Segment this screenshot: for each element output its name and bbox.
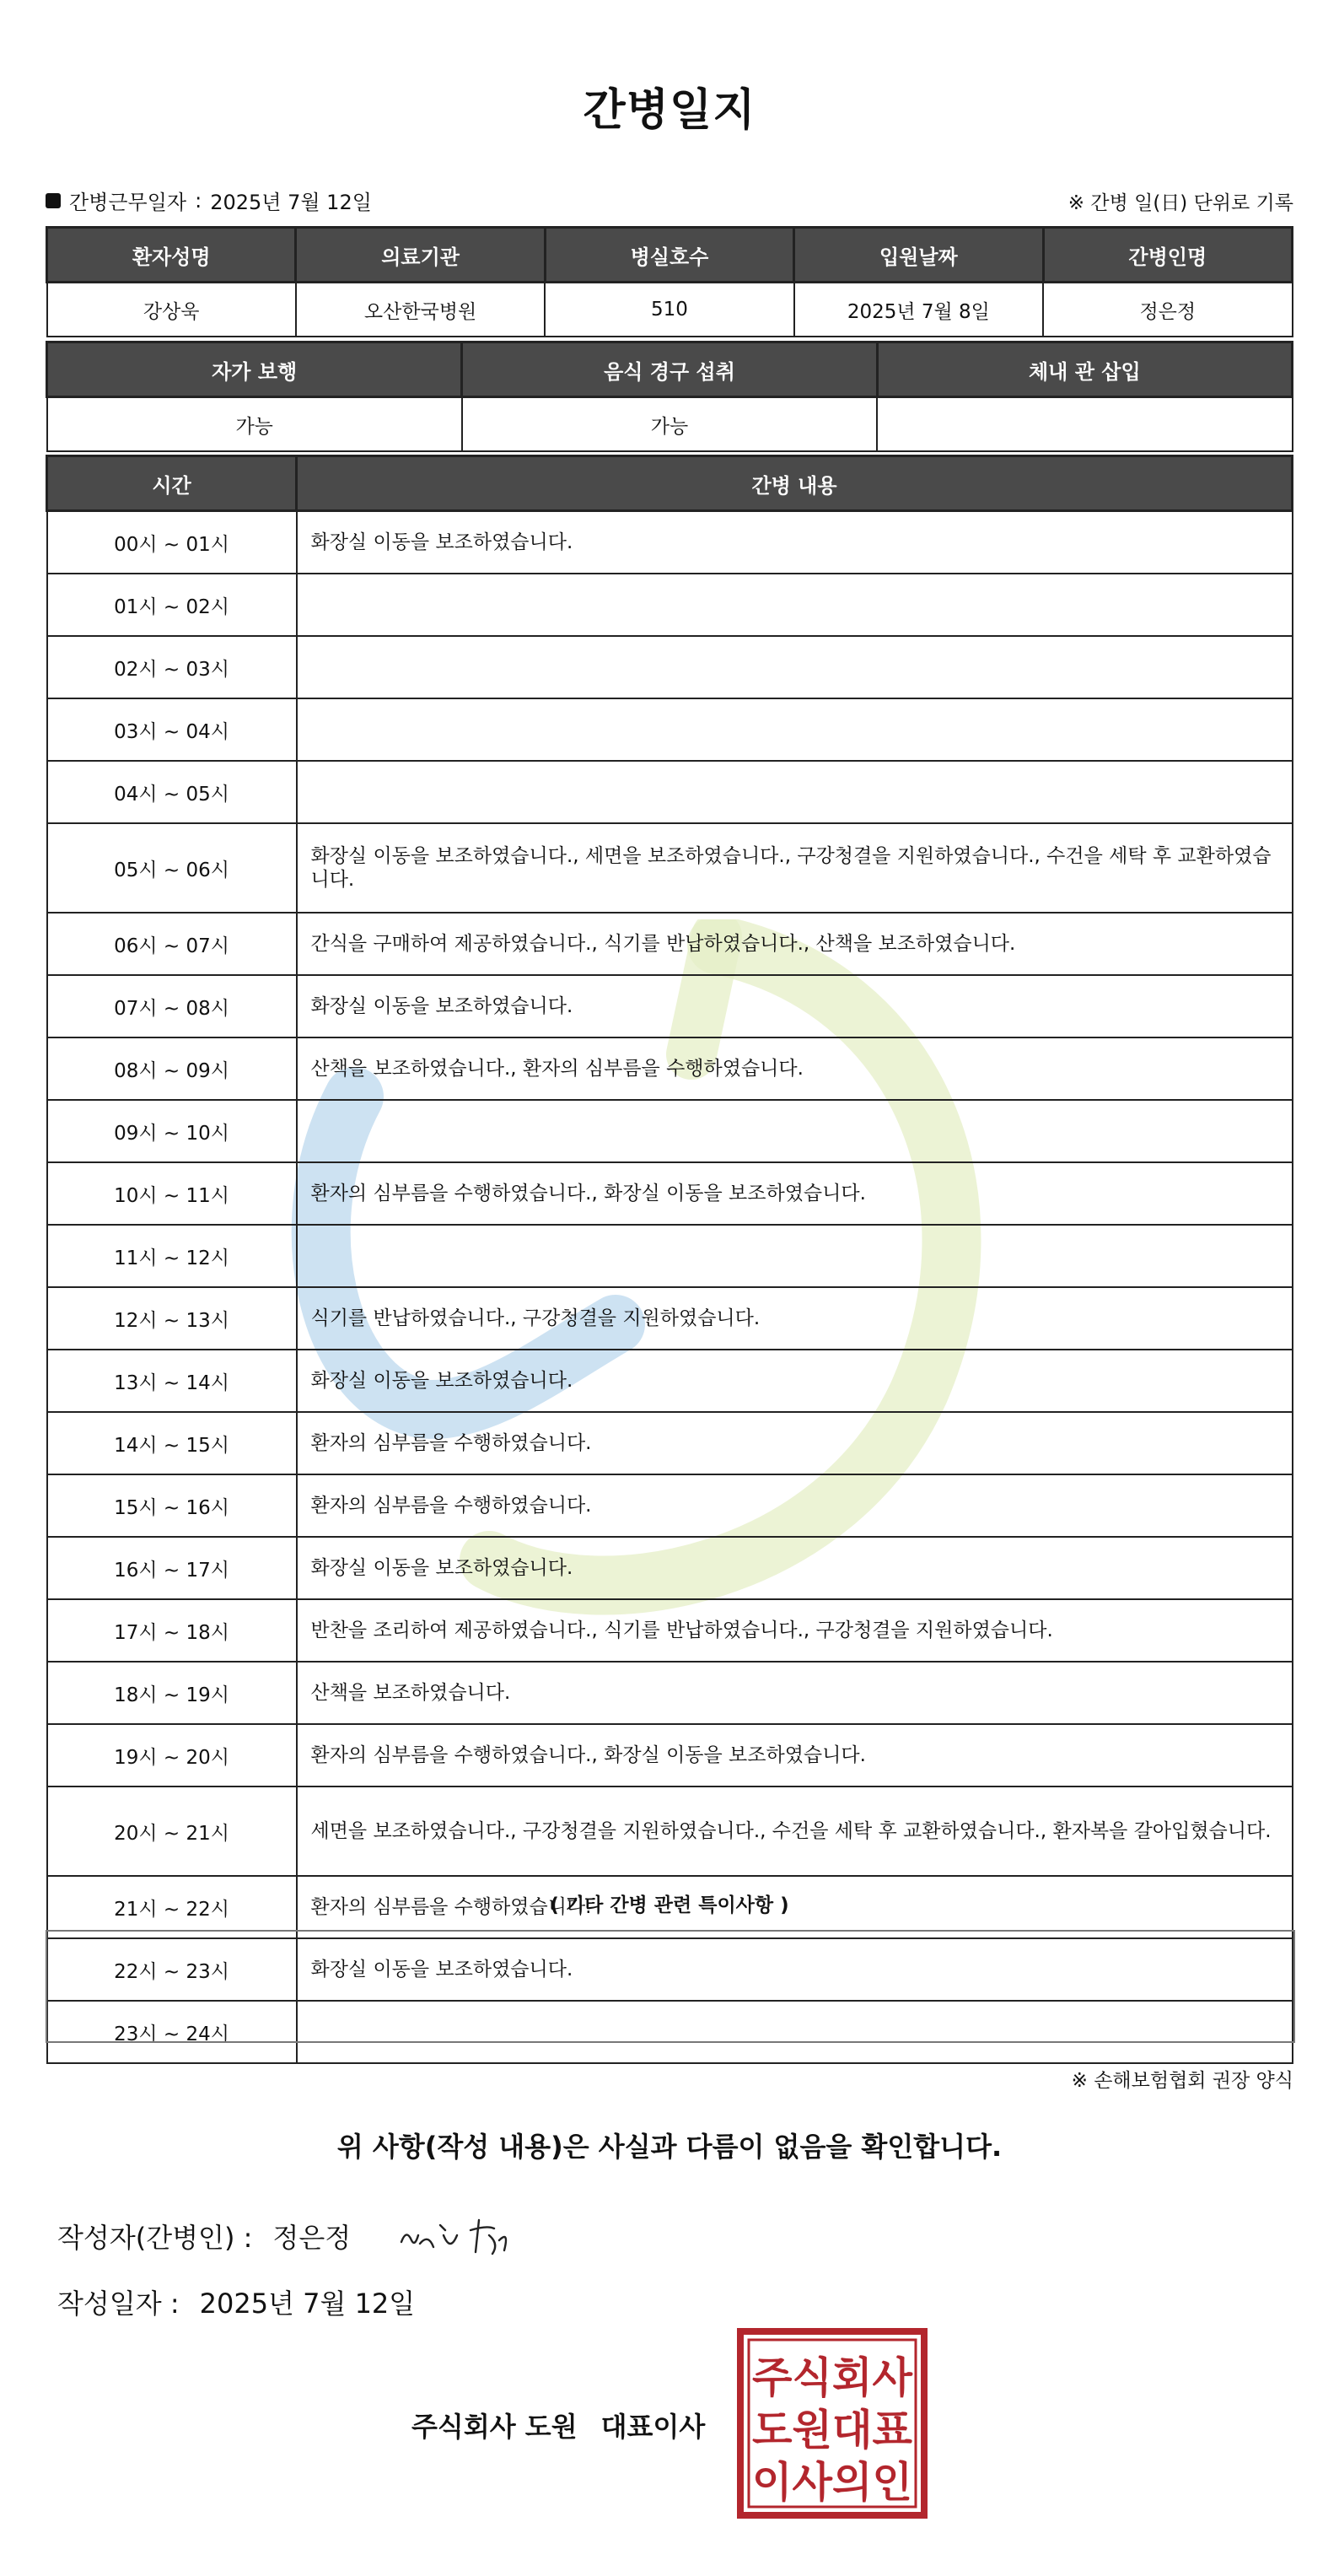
log-time: 17시 ~ 18시 — [47, 1599, 297, 1662]
log-row — [47, 511, 1293, 574]
log-content — [297, 636, 1293, 698]
log-time: 14시 ~ 15시 — [47, 1412, 297, 1474]
log-content: 화장실 이동을 보조하였습니다. — [297, 1350, 1293, 1412]
log-row — [47, 1350, 1293, 1412]
log-time: 09시 ~ 10시 — [47, 1100, 297, 1162]
log-content: 산책을 보조하였습니다. — [297, 1662, 1293, 1724]
association-note: ※ 손해보험협회 권장 양식 — [1071, 2070, 1293, 2092]
seal-text-line: 이사의인 — [752, 2458, 912, 2507]
bullet-square-icon — [46, 193, 61, 208]
log-time: 00시 ~ 01시 — [47, 511, 297, 574]
status-tube — [877, 397, 1292, 452]
info-admission-date: 2025년 7월 8일 — [794, 283, 1043, 337]
work-date-label: 간병근무일자 — [69, 191, 187, 214]
log-time: 21시 ~ 22시 — [47, 1876, 297, 1938]
log-row — [47, 1100, 1293, 1162]
work-date-value: 2025년 7월 12일 — [210, 191, 372, 214]
log-content: 화장실 이동을 보조하였습니다. — [297, 1537, 1293, 1599]
log-time: 01시 ~ 02시 — [47, 574, 297, 636]
log-time: 08시 ~ 09시 — [47, 1037, 297, 1100]
log-time: 23시 ~ 24시 — [47, 2001, 297, 2063]
log-row — [47, 1287, 1293, 1350]
info-header-patient-name: 환자성명 — [47, 228, 296, 283]
log-row — [47, 698, 1293, 761]
seal-text-line: 주식회사 — [752, 2353, 913, 2402]
info-header-institution: 의료기관 — [296, 228, 545, 283]
log-time: 04시 ~ 05시 — [47, 761, 297, 823]
log-row — [47, 1662, 1293, 1724]
log-row — [47, 1786, 1293, 1876]
log-time: 18시 ~ 19시 — [47, 1662, 297, 1724]
log-content: 화장실 이동을 보조하였습니다. — [297, 511, 1293, 574]
writer-label: 작성자(간병인) : — [57, 2222, 253, 2254]
log-time: 15시 ~ 16시 — [47, 1474, 297, 1537]
info-header-admission-date: 입원날짜 — [794, 228, 1043, 283]
written-date-label: 작성일자 : — [57, 2288, 180, 2320]
info-header-caregiver: 간병인명 — [1043, 228, 1292, 283]
info-room: 510 — [545, 283, 793, 337]
remarks-title: ( 기타 간병 관련 특이사항 ) — [550, 1894, 789, 1916]
log-content: 환자의 심부름을 수행하였습니다., 화장실 이동을 보조하였습니다. — [297, 1724, 1293, 1786]
log-content: 산책을 보조하였습니다., 환자의 심부름을 수행하였습니다. — [297, 1037, 1293, 1100]
log-content: 반찬을 조리하여 제공하였습니다., 식기를 반납하였습니다., 구강청결을 지원하였습니다. — [297, 1599, 1293, 1662]
log-row — [47, 574, 1293, 636]
log-row — [47, 636, 1293, 698]
company-seal-stamp — [737, 2328, 928, 2519]
status-walking: 가능 — [47, 397, 462, 452]
log-row — [47, 975, 1293, 1037]
log-content — [297, 761, 1293, 823]
log-time: 03시 ~ 04시 — [47, 698, 297, 761]
log-time: 11시 ~ 12시 — [47, 1225, 297, 1287]
log-row — [47, 1474, 1293, 1537]
care-log-table — [46, 455, 1293, 2064]
log-content: 식기를 반납하였습니다., 구강청결을 지원하였습니다. — [297, 1287, 1293, 1350]
log-content: 세면을 보조하였습니다., 구강청결을 지원하였습니다., 수건을 세탁 후 교환하였습니다., 환자복을 갈아입혔습니다. — [297, 1786, 1293, 1876]
patient-info-table — [46, 226, 1293, 337]
log-content: 환자의 심부름을 수행하였습니다., 화장실 이동을 보조하였습니다. — [297, 1162, 1293, 1225]
log-row — [47, 913, 1293, 975]
info-patient-name: 강상욱 — [47, 283, 296, 337]
log-time: 13시 ~ 14시 — [47, 1350, 297, 1412]
written-date-value: 2025년 7월 12일 — [199, 2288, 416, 2320]
handwritten-signature — [395, 2210, 546, 2261]
log-header-content: 간병 내용 — [297, 456, 1293, 511]
log-content: 화장실 이동을 보조하였습니다. — [297, 1938, 1293, 2001]
log-content: 화장실 이동을 보조하였습니다. — [297, 975, 1293, 1037]
log-content — [297, 698, 1293, 761]
log-row — [47, 761, 1293, 823]
log-time: 02시 ~ 03시 — [47, 636, 297, 698]
log-time: 10시 ~ 11시 — [47, 1162, 297, 1225]
remarks-box — [46, 1930, 1295, 2043]
confirmation-statement: 위 사항(작성 내용)은 사실과 다름이 없음을 확인합니다. — [336, 2131, 1003, 2163]
work-date — [46, 186, 372, 215]
info-institution: 오산한국병원 — [296, 283, 545, 337]
status-header-oral-intake: 음식 경구 섭취 — [462, 342, 877, 397]
log-time: 06시 ~ 07시 — [47, 913, 297, 975]
info-caregiver: 정은정 — [1043, 283, 1292, 337]
status-header-tube: 체내 관 삽입 — [877, 342, 1292, 397]
log-time: 19시 ~ 20시 — [47, 1724, 297, 1786]
log-row — [47, 1724, 1293, 1786]
log-content — [297, 1100, 1293, 1162]
log-row — [47, 1537, 1293, 1599]
log-content — [297, 1225, 1293, 1287]
log-row — [47, 1599, 1293, 1662]
log-header-time: 시간 — [47, 456, 297, 511]
log-content: 환자의 심부름을 수행하였습니다. — [297, 1412, 1293, 1474]
log-time: 07시 ~ 08시 — [47, 975, 297, 1037]
log-time: 05시 ~ 06시 — [47, 823, 297, 913]
status-header-walking: 자가 보행 — [47, 342, 462, 397]
work-date-separator: : — [195, 188, 202, 213]
log-row — [47, 1225, 1293, 1287]
log-row — [47, 1412, 1293, 1474]
log-row — [47, 823, 1293, 913]
log-content — [297, 574, 1293, 636]
written-date-line — [57, 2282, 415, 2321]
writer-name: 정은정 — [272, 2222, 352, 2254]
log-time: 20시 ~ 21시 — [47, 1786, 297, 1876]
page-title: 간병일지 — [583, 85, 756, 136]
company-line — [411, 2406, 705, 2444]
log-content: 간식을 구매하여 제공하였습니다., 식기를 반납하였습니다., 산책을 보조하였습니다. — [297, 913, 1293, 975]
company-title: 대표이사 — [600, 2411, 706, 2443]
log-time: 16시 ~ 17시 — [47, 1537, 297, 1599]
log-row — [47, 1162, 1293, 1225]
log-content: 환자의 심부름을 수행하였습니다. — [297, 1474, 1293, 1537]
info-header-room: 병실호수 — [545, 228, 793, 283]
company-name: 주식회사 도원 — [411, 2411, 578, 2443]
status-oral-intake: 가능 — [462, 397, 877, 452]
log-time: 12시 ~ 13시 — [47, 1287, 297, 1350]
log-row — [47, 1037, 1293, 1100]
seal-text-line: 도원대표 — [752, 2406, 913, 2455]
patient-status-table — [46, 341, 1293, 452]
writer-line — [57, 2217, 351, 2255]
log-content: 환자의 심부름을 수행하였습니다. — [297, 1876, 1293, 1938]
log-time: 22시 ~ 23시 — [47, 1938, 297, 2001]
unit-note: ※ 간병 일(日) 단위로 기록 — [1067, 192, 1293, 214]
log-content: 화장실 이동을 보조하였습니다., 세면을 보조하였습니다., 구강청결을 지원하였습니다., 수건을 세탁 후 교환하였습니다. — [297, 823, 1293, 913]
